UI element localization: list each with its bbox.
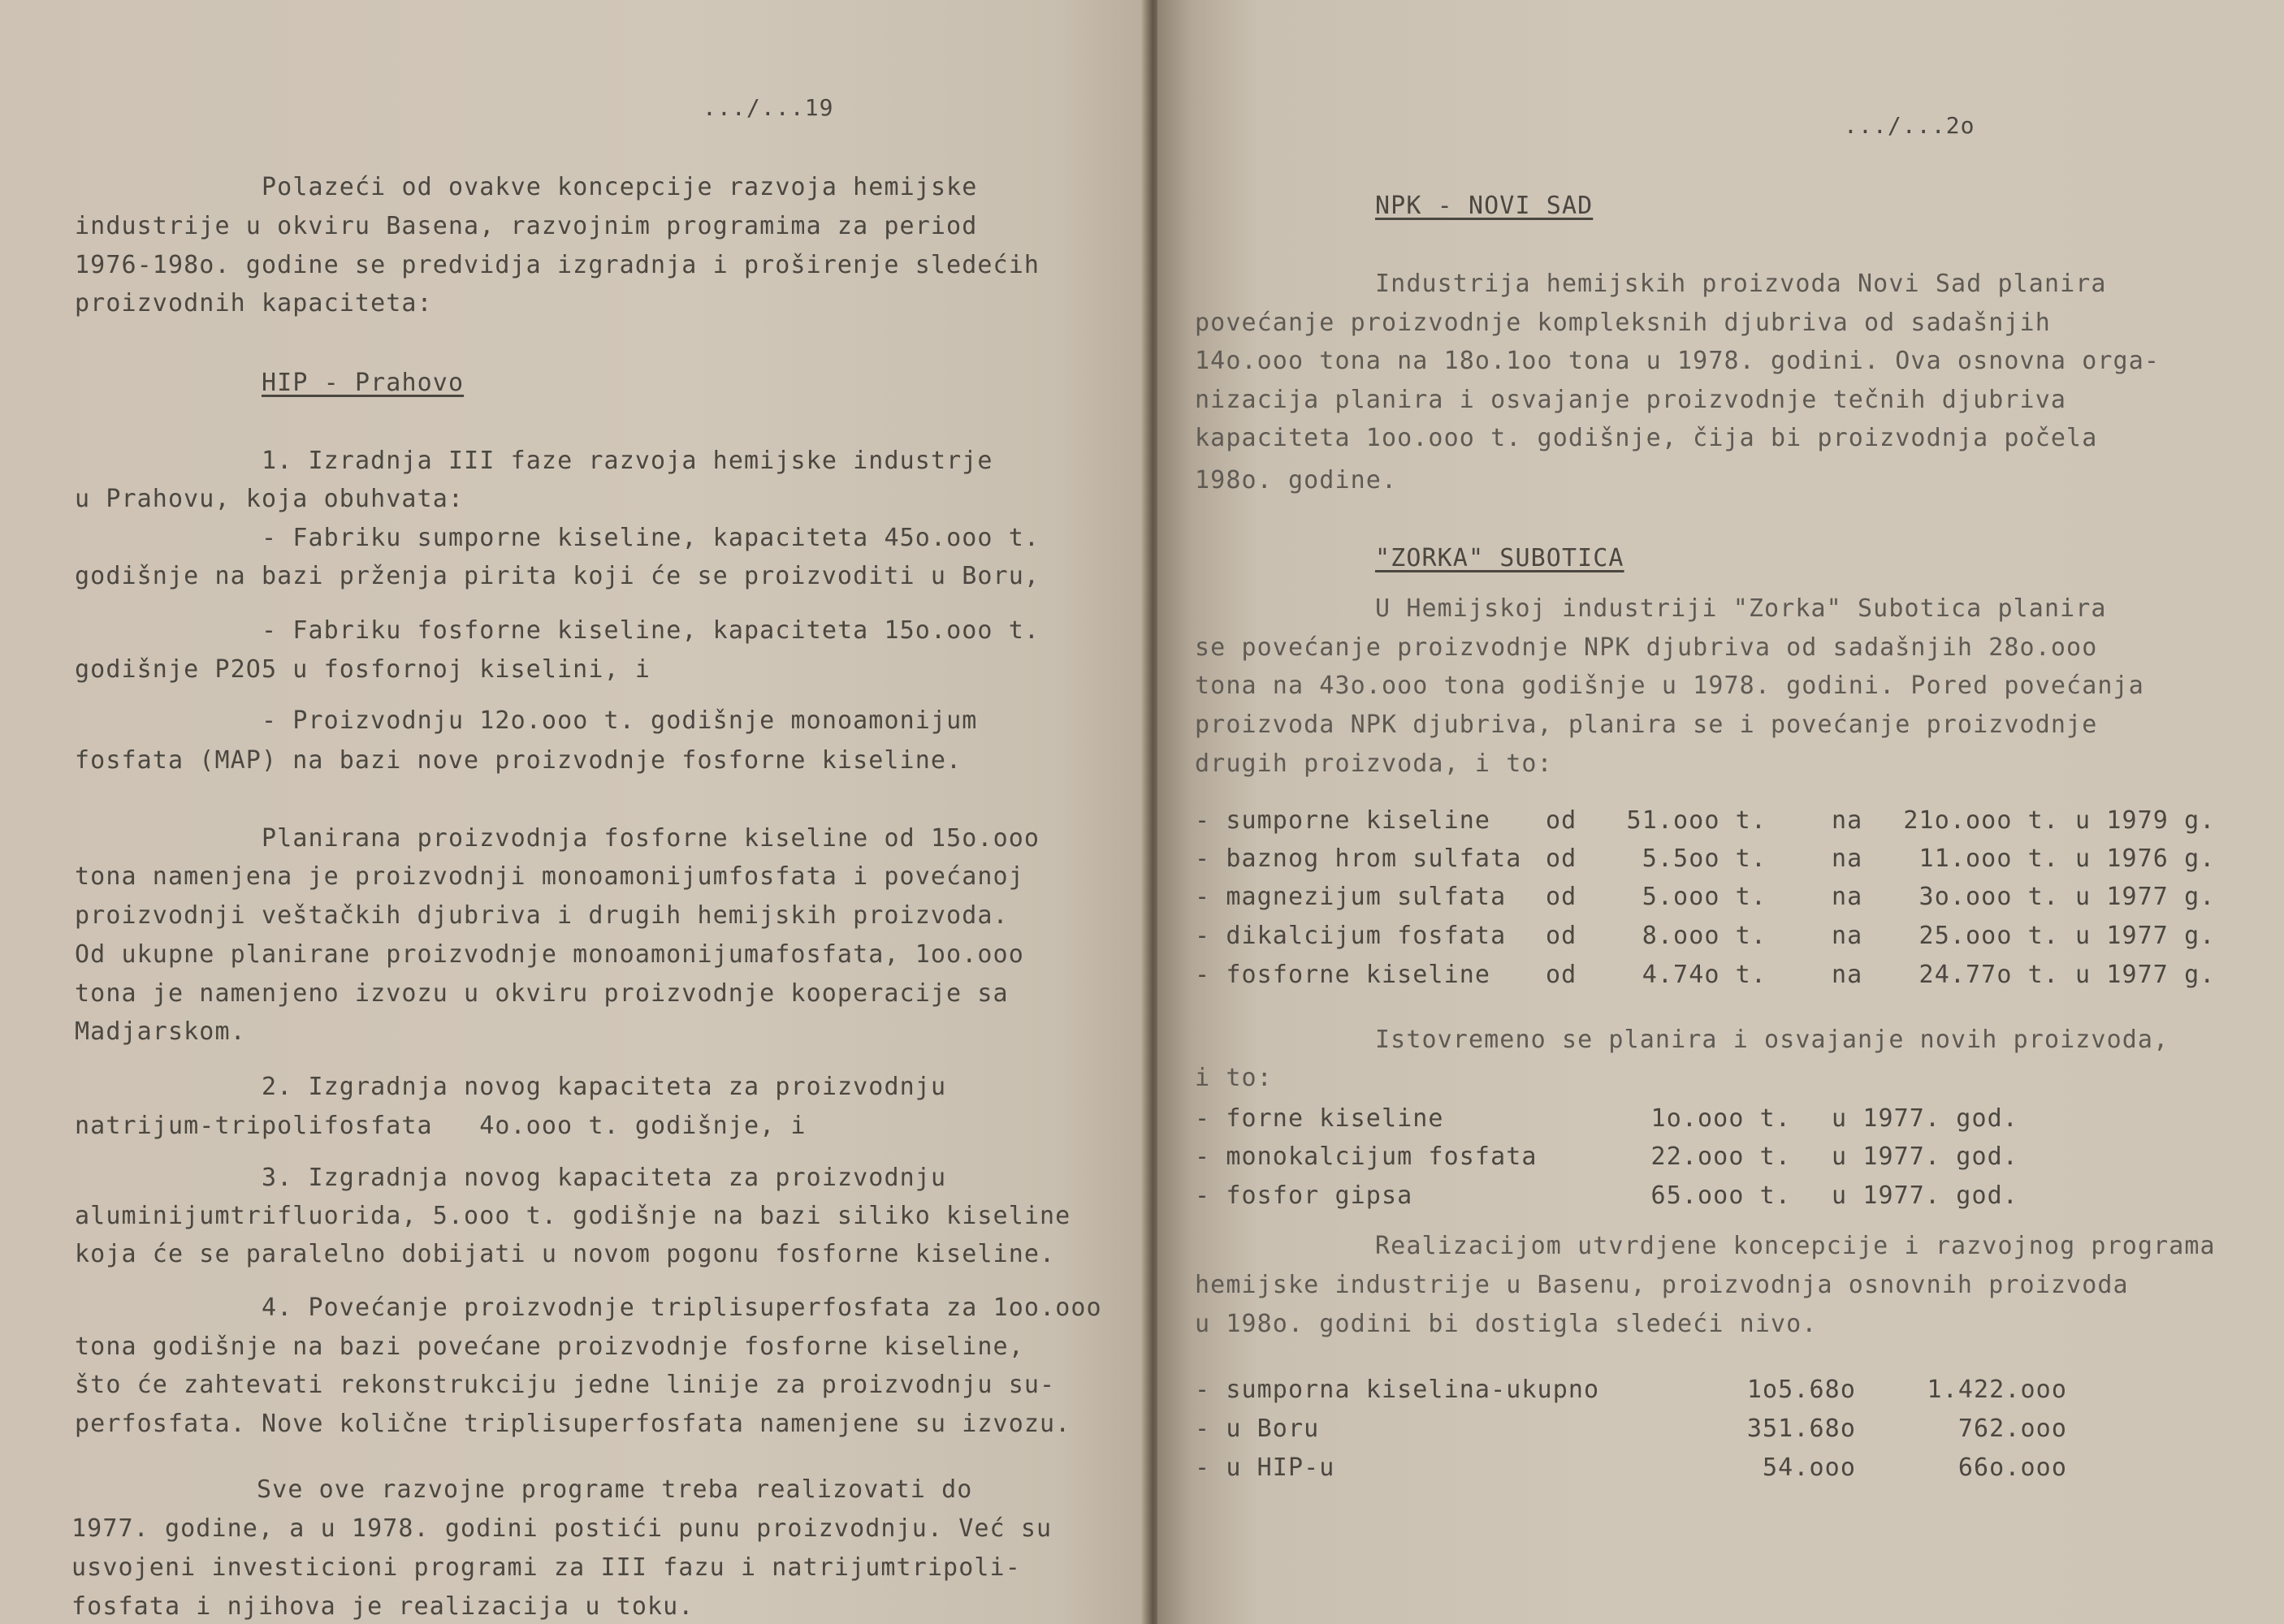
text-line: tona godišnje na bazi povećane proizvodnje fosforne kiseline,: [75, 1332, 1024, 1361]
table-cell-year: u 1977 g.: [2075, 961, 2216, 989]
text-line: drugih proizvoda, i to:: [1195, 749, 1553, 778]
text-line: natrijum-tripolifosfata 4o.ooo t. godišnje, i: [75, 1112, 807, 1140]
table-cell-from: 5.5oo t.: [1642, 844, 1767, 873]
text-line: proizvodnji veštačkih djubriva i drugih hemijskih proizvoda.: [75, 901, 1009, 930]
section-heading-npk: NPK - NOVI SAD: [1375, 192, 1594, 220]
text-line: u 198o. godini bi dostigla sledeći nivo.: [1195, 1310, 1818, 1338]
right-page: [1157, 0, 2284, 1624]
page-number: .../...19: [703, 94, 834, 121]
table-cell-year: u 1979 g.: [2075, 806, 2216, 835]
table-cell-product: - magnezijum sulfata: [1195, 883, 1507, 911]
table-cell-to: 24.77o t.: [1918, 961, 2059, 989]
text-line: tona na 43o.ooo tona godišnje u 1978. godini. Pored povećanja: [1195, 672, 2144, 700]
table-cell-to: 11.ooo t.: [1918, 844, 2059, 873]
text-line: Madjarskom.: [75, 1017, 246, 1046]
text-line: u Prahovu, koja obuhvata:: [75, 485, 465, 513]
table-cell-year: u 1976 g.: [2075, 844, 2216, 873]
table-cell-od: od: [1546, 806, 1577, 835]
table-cell-product: - baznog hrom sulfata: [1195, 844, 1522, 873]
text-line: aluminijumtrifluorida, 5.ooo t. godišnje na bazi siliko kiseline: [75, 1202, 1071, 1230]
text-line: Polazeći od ovakve koncepcije razvoja hemijske: [262, 173, 978, 201]
table-cell-quantity: 65.ooo t.: [1650, 1181, 1791, 1210]
text-line: Sve ove razvojne programe treba realizovati do: [257, 1475, 973, 1504]
text-line: proizvoda NPK djubriva, planira se i povećanje proizvodnje: [1195, 710, 2098, 739]
table-cell-od: od: [1546, 883, 1577, 911]
table-cell-product: - dikalcijum fosfata: [1195, 922, 1507, 950]
text-line: 1976-198o. godine se predvidja izgradnja i proširenje sledećih: [75, 251, 1040, 279]
table-cell-na: na: [1832, 883, 1863, 911]
table-cell-quantity: 1o.ooo t.: [1650, 1104, 1791, 1133]
section-heading: HIP - Prahovo: [262, 369, 465, 397]
table-cell-year: u 1977. god.: [1832, 1181, 2018, 1210]
table-cell-value-b: 1.422.ooo: [1927, 1376, 2067, 1404]
table-cell-value-b: 66o.ooo: [1957, 1453, 2067, 1482]
table-cell-na: na: [1832, 844, 1863, 873]
text-line: 2. Izgradnja novog kapaciteta za proizvodnju: [262, 1073, 947, 1101]
text-line: 198o. godine.: [1195, 466, 1398, 495]
text-line: Od ukupne planirane proizvodnje monoamonijumafosfata, 1oo.ooo: [75, 940, 1024, 969]
text-line: usvojeni investicioni programi za III fazu i natrijumtripoli-: [71, 1553, 1021, 1582]
table-cell-product: - fosforne kiseline: [1195, 961, 1491, 989]
text-line: industrije u okviru Basena, razvojnim programima za period: [75, 212, 978, 240]
table-cell-from: 8.ooo t.: [1642, 922, 1767, 950]
table-cell-na: na: [1832, 961, 1863, 989]
text-line: tona je namenjeno izvozu u okviru proizvodnje kooperacije sa: [75, 979, 1009, 1008]
table-cell-year: u 1977 g.: [2075, 883, 2216, 911]
table-cell-product: - sumporne kiseline: [1195, 806, 1491, 835]
text-line: Istovremeno se planira i osvajanje novih proizvoda,: [1375, 1026, 2169, 1054]
table-cell-from: 4.74o t.: [1642, 961, 1767, 989]
table-cell-na: na: [1832, 806, 1863, 835]
text-line: kapaciteta 1oo.ooo t. godišnje, čija bi proizvodnja počela: [1195, 424, 2098, 452]
table-cell-value-a: 351.68o: [1746, 1415, 1856, 1443]
text-line: se povećanje proizvodnje NPK djubriva od sadašnjih 28o.ooo: [1195, 633, 2098, 662]
table-cell-od: od: [1546, 961, 1577, 989]
text-line: godišnje P2O5 u fosfornoj kiselini, i: [75, 655, 651, 684]
table-cell-from: 5.ooo t.: [1642, 883, 1767, 911]
page-number: .../...2o: [1844, 112, 1975, 139]
text-line: 3. Izgradnja novog kapaciteta za proizvodnju: [262, 1164, 947, 1192]
table-cell-product: - u HIP-u: [1195, 1453, 1335, 1482]
text-line: Planirana proizvodnja fosforne kiseline od 15o.ooo: [262, 824, 1040, 853]
table-cell-year: u 1977 g.: [2075, 922, 2216, 950]
text-line: koja će se paralelno dobijati u novom pogonu fosforne kiseline.: [75, 1240, 1056, 1268]
table-cell-product: - sumporna kiselina-ukupno: [1195, 1376, 1600, 1404]
text-line: proizvodnih kapaciteta:: [75, 289, 433, 317]
text-line: Realizacijom utvrdjene koncepcije i razvojnog programa: [1375, 1232, 2216, 1260]
text-line: fosfata i njihova je realizacija u toku.: [71, 1592, 694, 1621]
text-line: povećanje proizvodnje kompleksnih djubriva od sadašnjih: [1195, 309, 2051, 337]
text-line: 1. Izradnja III faze razvoja hemijske industrje: [262, 447, 993, 475]
text-line: Industrija hemijskih proizvoda Novi Sad planira: [1375, 270, 2107, 298]
text-line: 14o.ooo tona na 18o.1oo tona u 1978. godini. Ova osnovna orga-: [1195, 347, 2161, 375]
table-cell-value-a: 1o5.68o: [1746, 1376, 1856, 1404]
text-line: 4. Povećanje proizvodnje triplisuperfosfata za 1oo.ooo: [262, 1294, 1102, 1322]
table-cell-quantity: 22.ooo t.: [1650, 1142, 1791, 1171]
table-cell-product: - u Boru: [1195, 1415, 1320, 1443]
table-cell-year: u 1977. god.: [1832, 1104, 2018, 1133]
text-line: - Fabriku fosforne kiseline, kapaciteta 15o.ooo t.: [262, 616, 1040, 645]
table-cell-od: od: [1546, 844, 1577, 873]
text-line: godišnje na bazi prženja pirita koji će se proizvoditi u Boru,: [75, 562, 1040, 590]
table-cell-product: - monokalcijum fosfata: [1195, 1142, 1538, 1171]
table-cell-to: 3o.ooo t.: [1918, 883, 2059, 911]
table-cell-product: - forne kiseline: [1195, 1104, 1444, 1133]
text-line: 1977. godine, a u 1978. godini postići punu proizvodnju. Već su: [71, 1514, 1053, 1543]
text-line: U Hemijskoj industriji "Zorka" Subotica planira: [1375, 594, 2107, 623]
text-line: nizacija planira i osvajanje proizvodnje tečnih djubriva: [1195, 386, 2067, 414]
table-cell-to: 25.ooo t.: [1918, 922, 2059, 950]
table-cell-product: - fosfor gipsa: [1195, 1181, 1413, 1210]
table-cell-value-b: 762.ooo: [1957, 1415, 2067, 1443]
table-cell-value-a: 54.ooo: [1763, 1453, 1856, 1482]
text-line: i to:: [1195, 1064, 1273, 1092]
section-heading-zorka: "ZORKA" SUBOTICA: [1375, 544, 1624, 572]
text-line: fosfata (MAP) na bazi nove proizvodnje fosforne kiseline.: [75, 746, 962, 775]
table-cell-year: u 1977. god.: [1832, 1142, 2018, 1171]
table-cell-na: na: [1832, 922, 1863, 950]
text-line: perfosfata. Nove količne triplisuperfosfata namenjene su izvozu.: [75, 1410, 1071, 1438]
text-line: što će zahtevati rekonstrukciju jedne linije za proizvodnju su-: [75, 1371, 1056, 1399]
text-line: - Fabriku sumporne kiseline, kapaciteta 45o.ooo t.: [262, 524, 1040, 552]
text-line: - Proizvodnju 12o.ooo t. godišnje monoamonijum: [262, 706, 978, 735]
table-cell-od: od: [1546, 922, 1577, 950]
table-cell-from: 51.ooo t.: [1626, 806, 1767, 835]
text-line: hemijske industrije u Basenu, proizvodnja osnovnih proizvoda: [1195, 1271, 2129, 1299]
text-line: tona namenjena je proizvodnji monoamonijumfosfata i povećanoj: [75, 862, 1024, 891]
table-cell-to: 21o.ooo t.: [1903, 806, 2059, 835]
